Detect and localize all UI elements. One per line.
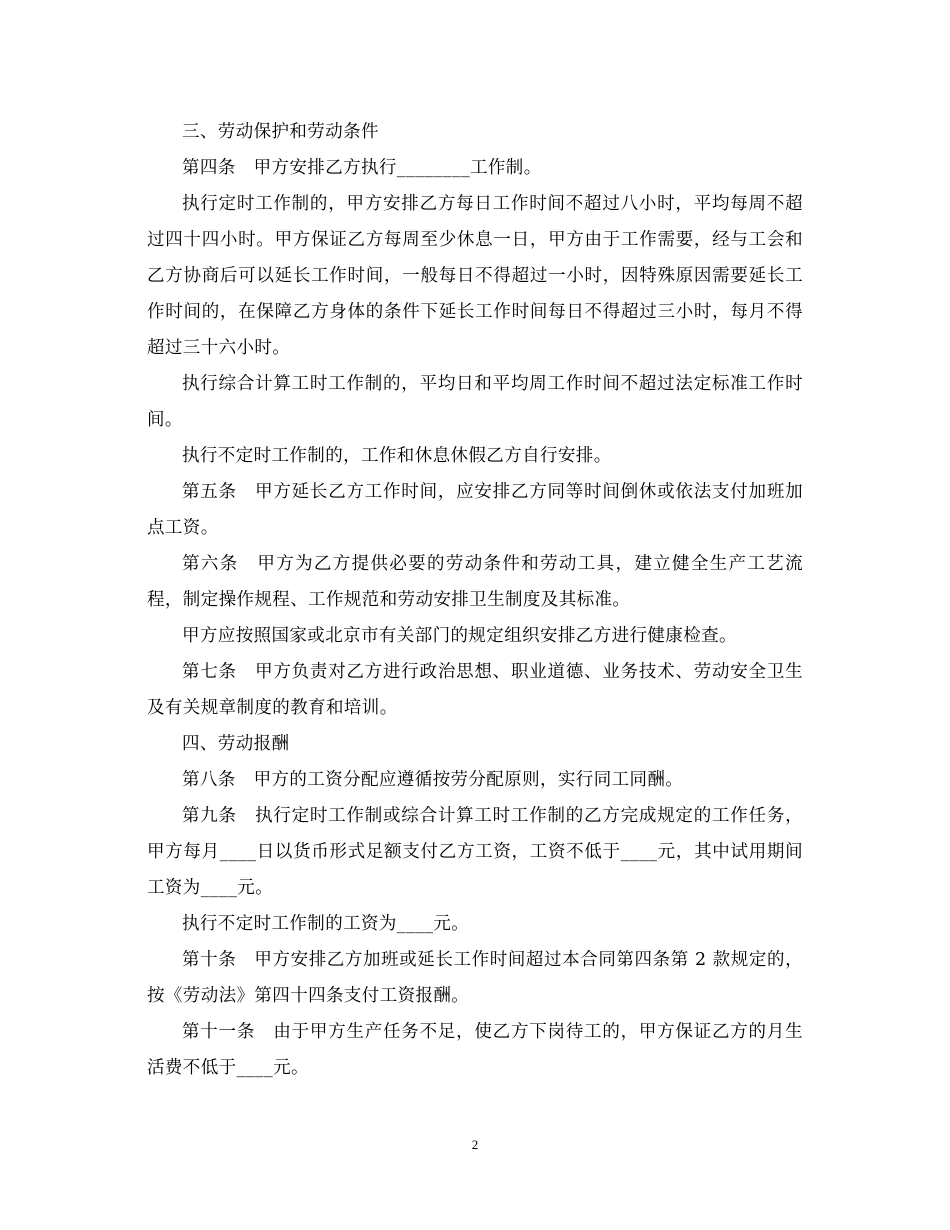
paragraph-standard-hours: 执行定时工作制的，甲方安排乙方每日工作时间不超过八小时，平均每周不超过四十四小时。甲方保证乙方每周至少休息一日，甲方由于工作需要，经与工会和乙方协商后可以延长工作时间，一般每日不得超过一小时，因特殊原因需要延长工作时间的，在保障乙方身体的条件下延长工作时间每日不得超过三小时，每月不得超过三十六小时。 <box>147 194 803 358</box>
article-5: 第五条 甲方延长乙方工作时间，应安排乙方同等时间倒休或依法支付加班加点工资。 <box>147 482 803 538</box>
article-8: 第八条 甲方的工资分配应遵循按劳分配原则，实行同工同酬。 <box>182 770 684 790</box>
section-heading-labor-protection: 三、劳动保护和劳动条件 <box>182 122 379 142</box>
article-10: 第十条 甲方安排乙方加班或延长工作时间超过本合同第四条第 2 款规定的，按《劳动法》第四十四条支付工资报酬。 <box>147 950 803 1006</box>
paragraph-health-check: 甲方应按照国家或北京市有关部门的规定组织安排乙方进行健康检查。 <box>182 626 737 646</box>
section-heading-remuneration: 四、劳动报酬 <box>182 734 290 754</box>
article-4: 第四条 甲方安排乙方执行________工作制。 <box>182 158 542 178</box>
article-9: 第九条 执行定时工作制或综合计算工时工作制的乙方完成规定的工作任务，甲方每月____日以货币形式足额支付乙方工资，工资不低于____元，其中试用期间工资为____元。 <box>147 806 803 898</box>
page-number: 2 <box>471 1137 479 1152</box>
paragraph-flexible-hours: 执行不定时工作制的，工作和休息休假乙方自行安排。 <box>182 446 612 466</box>
article-7: 第七条 甲方负责对乙方进行政治思想、职业道德、业务技术、劳动安全卫生及有关规章制度的教育和培训。 <box>147 662 803 718</box>
article-11: 第十一条 由于甲方生产任务不足，使乙方下岗待工的，甲方保证乙方的月生活费不低于____元。 <box>147 1022 803 1078</box>
document-body <box>147 114 803 1086</box>
paragraph-comprehensive-hours: 执行综合计算工时工作制的，平均日和平均周工作时间不超过法定标准工作时间。 <box>147 374 803 430</box>
paragraph-flexible-wage: 执行不定时工作制的工资为____元。 <box>182 914 470 934</box>
article-6: 第六条 甲方为乙方提供必要的劳动条件和劳动工具，建立健全生产工艺流程，制定操作规程、工作规范和劳动安排卫生制度及其标准。 <box>147 554 803 610</box>
